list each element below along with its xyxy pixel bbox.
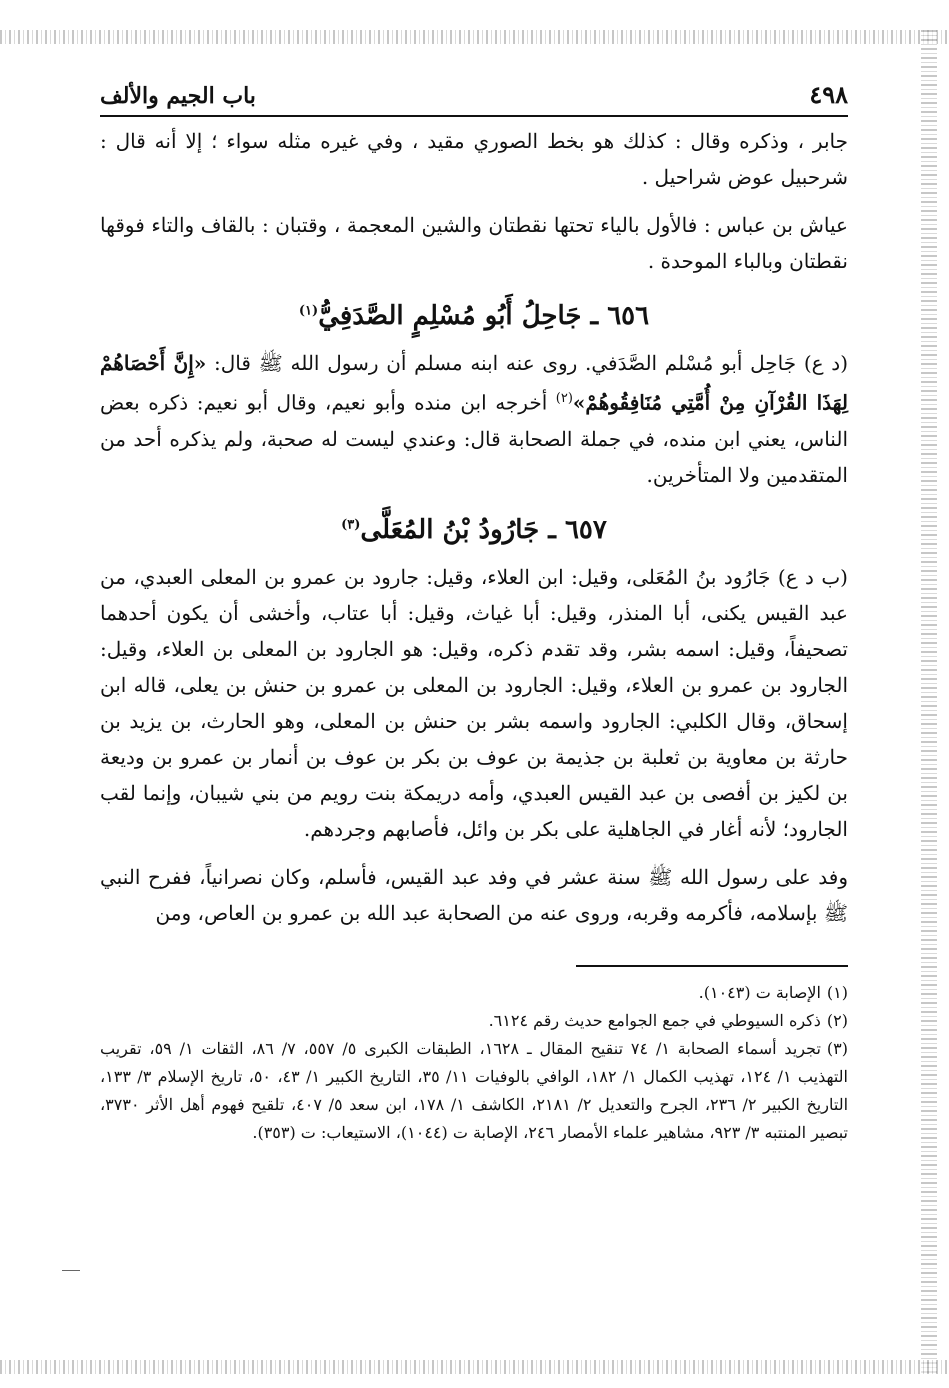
page-header (100, 80, 848, 117)
decorative-border-bottom (0, 1360, 949, 1374)
page-content (100, 80, 848, 1147)
entry-656-title-text: ٦٥٦ ـ جَاحِلُ أَبُو مُسْلِمٍ الصَّدَفِيُّ (318, 301, 650, 331)
page-number: ٤٩٨ (809, 80, 848, 109)
entry-656-note-ref: (١) (298, 303, 319, 319)
entry-656-text-after: أخرجه ابن منده وأبو نعيم، وقال أبو نعيم: ذكره بعض الناس، يعني ابن منده، في جملة الصحابة قال: وعندي ليست له صحبة، ولم يذكره أحد من المتقدمين ولا المتأخرين. (100, 390, 848, 487)
footnote-1-text: الإصابة ت (١٠٤٣). (698, 982, 821, 1002)
footnote-1 (100, 979, 848, 1007)
entry-657-title-text: ٦٥٧ ـ جَارُودُ بْنُ المُعَلَّى (360, 514, 607, 545)
footnote-1-number: (١) (826, 982, 848, 1002)
footnote-3 (100, 1035, 848, 1147)
decorative-border-right (921, 30, 937, 1374)
section-title: باب الجيم والألف (100, 83, 256, 109)
decorative-border-top (0, 30, 949, 44)
entry-657-note-ref: (٣) (341, 517, 361, 532)
entry-657-paragraph-2: وفد على رسول الله ﷺ سنة عشر في وفد عبد القيس، فأسلم، وكان نصرانياً، ففرح النبي ﷺ بإسلامه، فأكرمه وقربه، وروى عنه من الصحابة عبد الله بن عمرو بن العاص، ومن (100, 864, 848, 925)
entry-657-title (100, 515, 848, 545)
entry-656-text (100, 345, 848, 493)
footnote-3-number: (٣) (826, 1038, 848, 1058)
footnote-2-text: ذكره السيوطي في جمع الجوامع حديث رقم ٦١٢٤. (488, 1010, 821, 1030)
entry-657-paragraph-1: (ب د ع) جَارُود بنُ المُعَلى، وقيل: ابن العلاء، وقيل: جارود بن عمرو بن المعلى العبدي، من عبد القيس يكنى، أبا المنذر، وقيل: أبا غياث، وقيل: أبا عتاب، وأخشى أن يكون أحدهما تصحيفاً، وقيل: اسمه بشر، وقد تقدم ذكره، وقيل: هو الجارود بن المعلى بن العلاء، وقيل: الجارود بن عمرو بن العلاء، وقيل: الجارود بن المعلى بن عمرو بن حنش بن يعلى، قاله ابن إسحاق، وقال الكلبي: الجارود واسمه بشر بن حنش بن المعلى، وهو الحارث، بن يزيد بن حارثة بن معاوية بن ثعلبة بن جذيمة بن عوف بن بكر بن عوف بن أنمار بن عمرو بن وديعة بن لكيز بن أفصى بن عبد القيس العبدي، وأمه دريمكة بنت رويم من بني شيبان، وإنما لقب الجارود؛ لأنه أغار في الجاهلية على بكر بن وائل، فأصابهم وجردهم. (100, 564, 848, 841)
footnote-2-number: (٢) (826, 1010, 848, 1030)
footnote-2 (100, 1007, 848, 1035)
margin-mark (62, 1270, 80, 1271)
footnotes (100, 979, 848, 1147)
entry-656-text-before: (د ع) جَاحِل أبو مُسْلم الصَّدَفي. روى عنه ابنه مسلم أن رسول الله ﷺ قال: (206, 351, 848, 375)
entry-656-title (100, 301, 848, 331)
hadith-note-ref: (٢) (555, 391, 573, 406)
intro-paragraph-2: عياش بن عباس : فالأول بالياء تحتها نقطتان والشين المعجمة ، وقتبان : بالقاف والتاء فوقها نقطتان وبالباء الموحدة . (100, 213, 848, 273)
footnote-separator (576, 965, 848, 967)
hadith-quote: «إِنَّ أَحْصَاهُمْ لِهَذَا القُرْآنِ مِنْ أُمَّتِي مُنَافِقُوهُمْ» (100, 351, 848, 415)
intro-paragraph-1: جابر ، وذكره وقال : كذلك هو بخط الصوري مقيد ، وفي غيره مثله سواء ؛ إلا أنه قال : شرحبيل عوض شراحيل . (100, 129, 848, 189)
footnote-3-text: تجريد أسماء الصحابة ١/ ٧٤ تنقيح المقال ـ ١٦٢٨، الطبقات الكبرى ٥/ ٥٥٧، ٧/ ٨٦، الثقات ١/ ٥٩، تقريب التهذيب ١/ ١٢٤، تهذيب الكمال ١/ ١٨٢، الوافي بالوفيات ١١/ ٣٥، التاريخ الكبير ١/ ٤٣، ٥٠، تاريخ الإسلام ٣/ ١٣٣، التاريخ الكبير ٢/ ٢٣٦، الجرح والتعديل ٢/ ٢١٨١، الكاشف ١/ ١٧٨، ابن سعد ٥/ ٤٠٧، تلقيح فهوم أهل الأثر ٣٧٣٠، تبصير المنتبه ٣/ ٩٢٣، مشاهير علماء الأمصار ٢٤٦، الإصابة ت (١٠٤٤)، الاستيعاب: ت (٣٥٣). (100, 1038, 849, 1142)
